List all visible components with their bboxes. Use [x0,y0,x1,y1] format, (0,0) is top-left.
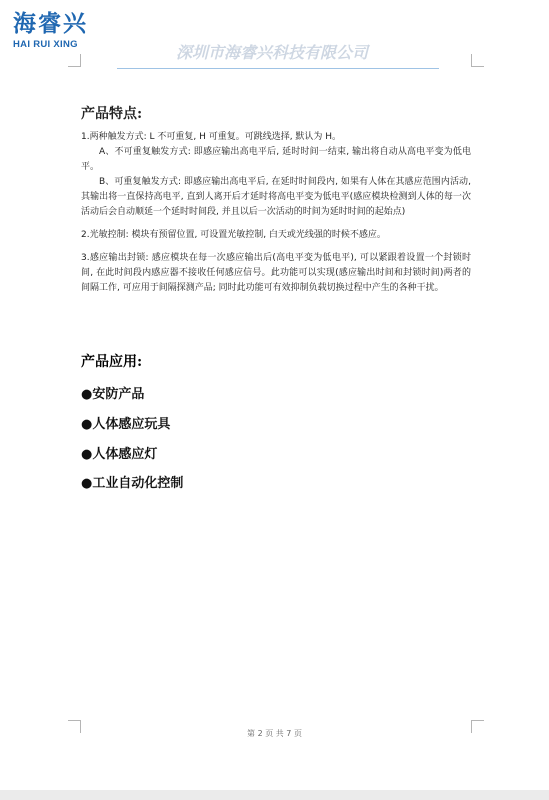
application-item: ●安防产品 [81,387,145,402]
application-item: ●人体感应玩具 [81,417,171,432]
company-logo: 海睿兴 [13,11,88,37]
feature-trigger-modes: 1.两种触发方式: L 不可重复, H 可重复。可跳线选择, 默认为 H。 [81,132,342,142]
crop-mark-top-left [68,54,81,67]
feature-non-repeat-trigger: A、不可重复触发方式: 即感应输出高电平后, 延时时间一结束, 输出将自动从高电平变为低电平。 [81,147,471,172]
company-name-header: 深圳市海睿兴科技有限公司 [176,43,369,62]
feature-light-control: 2.光敏控制: 模块有预留位置, 可设置光敏控制, 白天或光线强的时候不感应。 [81,230,386,240]
page-number-footer: 第 2 页 共 7 页 [247,729,302,738]
crop-mark-top-right [471,54,484,67]
features-heading: 产品特点: [81,106,143,122]
feature-repeat-trigger: B、可重复触发方式: 即感应输出高电平后, 在延时时间段内, 如果有人体在其感应范围内活动, 其输出将一直保持高电平, 直到人离开后才延时将高电平变为低电平(感应模块检测到人体的每一次活动后会自动顺延一个延时时间段, 并且以后一次活动的时间为延时时间的起始点) [81,177,471,217]
application-item: ●人体感应灯 [81,447,158,462]
header-divider [117,68,439,69]
application-item: ●工业自动化控制 [81,476,184,491]
applications-heading: 产品应用: [81,354,143,370]
feature-output-lock: 3.感应输出封锁: 感应模块在每一次感应输出后(高电平变为低电平), 可以紧跟着设置一个封锁时间, 在此时间段内感应器不接收任何感应信号。此功能可以实现(感应输出时间和封锁时间)两者的间隔工作, 可应用于间隔探测产品; 同时此功能可有效抑制负载切换过程中产生的各种干扰。 [81,253,471,293]
company-logo-subtitle: HAI RUI XING [13,39,78,50]
features-section [81,104,471,296]
